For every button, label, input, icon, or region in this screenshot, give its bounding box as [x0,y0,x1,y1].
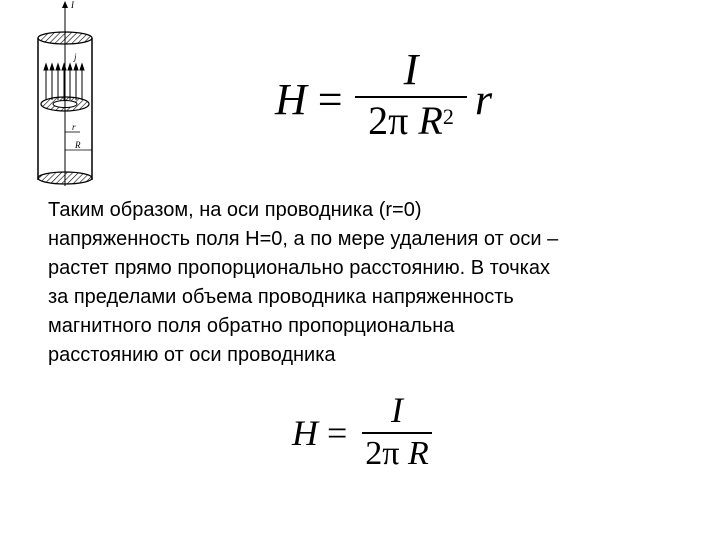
formula2-lhs: H = [292,413,348,453]
current-density-arrows [44,64,84,100]
formula1-numerator: I [403,45,419,94]
explanation-text [48,196,688,370]
label-r: r [72,122,76,132]
formula1-factor: r [475,75,493,124]
formula2-fraction-bar [362,432,432,434]
formula1-fraction [355,45,467,143]
text-line: за пределами объема проводника напряженность [48,286,514,308]
text-line: растет прямо пропорционально расстоянию. В точках [48,257,550,279]
text-line: магнитного поля обратно пропорциональна [48,315,455,337]
label-j: j [74,52,77,62]
label-R: R [75,140,81,150]
axis-arrow-icon [62,1,68,8]
formula2-numerator: I [391,390,403,430]
formula1-denominator: 2π $R^2$ [368,98,454,143]
text-line: Таким образом, на оси проводника (r=0) [48,199,422,221]
conductor-diagram [30,0,110,192]
text-line: напряженность поля H=0, а по мере удаления от оси – [48,228,559,250]
formula2-denominator: 2π R [365,435,429,472]
formula-field-inside [275,45,505,148]
text-line: расстоянию от оси проводника [48,344,336,366]
formula2-fraction [362,392,432,472]
label-current-top: I [71,0,74,10]
formula-field-outside [292,392,452,482]
formula1-lhs: H = [275,75,343,124]
